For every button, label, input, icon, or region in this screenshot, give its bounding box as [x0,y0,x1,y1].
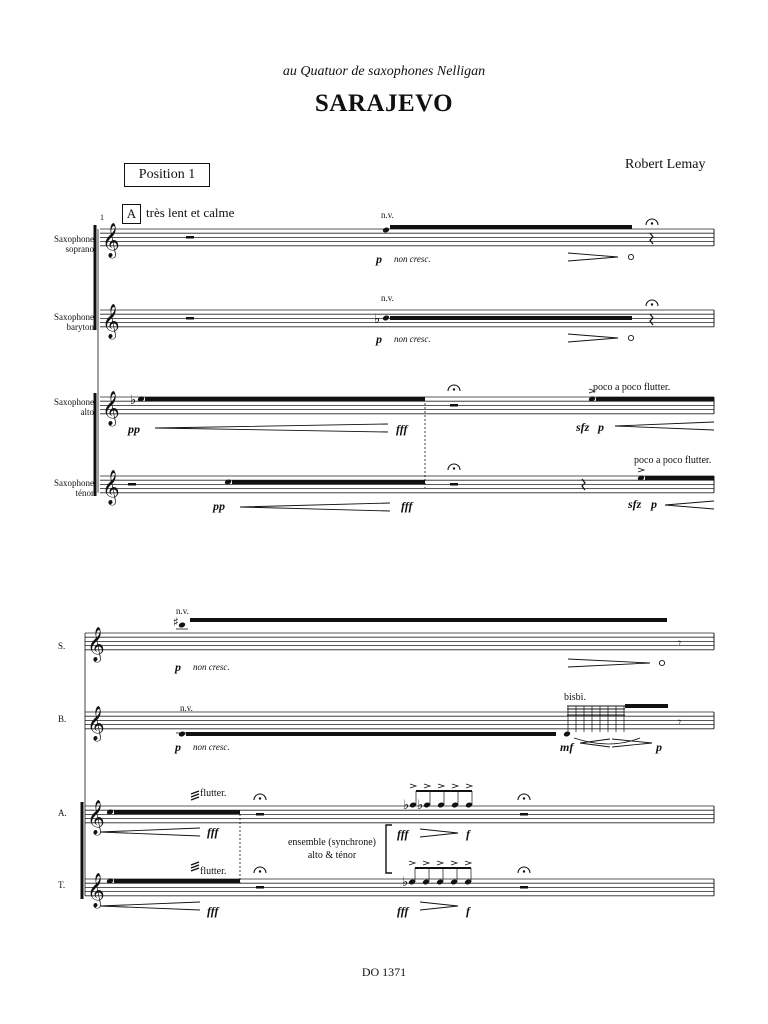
sustain-line [190,618,667,622]
dynamic-marking: fff [396,422,408,436]
dynamic-marking: p [598,420,604,434]
dynamic-marking: f [466,827,470,841]
flat-icon: ♭ [402,875,409,890]
flutter-tremolo-icon [191,794,199,797]
accent-icon [410,784,416,788]
flat-icon: ♭ [374,312,381,327]
accent-icon [465,861,471,865]
fermata-dot [259,797,261,799]
diminuendo-hairpin [568,659,650,667]
dynamic-marking: fff [401,499,413,513]
treble-clef-icon: 𝄞 [87,872,105,908]
fermata-dot [453,467,455,469]
rehearsal-mark: A [122,204,141,224]
accent-icon [424,784,430,788]
quarter-rest-icon [650,233,653,244]
ensemble-bracket [386,825,392,873]
notehead [563,731,571,738]
flat-icon: ♭ [130,393,137,408]
expression-text: non cresc. [394,334,431,344]
dynamic-marking: mf [560,740,574,754]
dynamic-marking: sfz [628,497,642,511]
diminuendo-hairpin [420,902,458,910]
position-label: Position 1 [124,163,210,187]
treble-clef-icon: 𝄞 [87,626,105,662]
instrument-label-alto: Saxophone alto [54,397,94,417]
sustain-line [625,704,668,708]
eighth-rest-icon: 𝄾 [678,636,682,650]
dynamic-marking: sfz [576,420,590,434]
half-rest-icon [450,404,458,407]
diminuendo-hairpin [420,829,458,837]
dedication: au Quatuor de saxophones Nelligan [282,64,486,79]
sustain-line [390,225,632,229]
crescendo-hairpin [100,902,200,910]
diminuendo-hairpin [568,253,618,261]
sustain-line [186,732,556,736]
sustain-line [114,879,240,883]
staff-label-alto: A. [58,808,67,818]
dynamic-marking: fff [207,825,219,839]
nv-marking: n.v. [381,210,394,220]
accent-icon [437,861,443,865]
dynamic-marking: fff [397,827,409,841]
expression-text: non cresc. [394,254,431,264]
instrument-label-baryton: Saxophone baryton [54,312,94,332]
dynamic-marking: p [175,660,181,674]
accent-icon [423,861,429,865]
nv-marking: n.v. [381,293,394,303]
composer-name: Robert Lemay [625,157,706,172]
half-rest-icon [256,886,264,889]
staff-label-soprano: S. [58,641,66,651]
fermata-dot [651,222,653,224]
half-rest-icon [520,813,528,816]
flat-icon: ♭ [403,798,410,813]
crescendo-hairpin [240,503,390,511]
fermata-dot [523,797,525,799]
dynamic-marking: p [376,332,382,346]
accent-icon [452,784,458,788]
flutter-tremolo-icon [191,791,199,794]
nv-marking: n.v. [180,703,193,713]
staff-label-tenor: T. [58,880,66,890]
accent-icon [638,468,644,472]
flutter-text: poco a poco flutter. [634,455,712,466]
fermata-dot [523,870,525,872]
half-rest-icon [128,483,136,486]
page-title: SARAJEVO [314,90,454,117]
flutter-tremolo-icon [191,865,199,868]
ensemble-note: ensemble (synchrone) alto & ténor [287,837,377,861]
fermata-dot [259,870,261,872]
half-rest-icon [186,317,194,320]
instrument-label-soprano: Saxophone soprano [54,234,94,254]
instrument-label-tenor: Saxophone ténor [54,478,94,498]
fermata-dot [651,303,653,305]
eighth-rest-icon: 𝄾 [678,715,682,729]
flutter-tremolo-icon [191,797,199,800]
sustain-line [390,316,632,320]
flutter-text: poco a poco flutter. [593,382,671,393]
dynamic-marking: p [376,252,382,266]
niente-circle [628,254,633,259]
dynamic-marking: f [466,904,470,918]
accent-icon [438,784,444,788]
treble-clef-icon: 𝄞 [102,469,120,505]
flutter-text: flutter. [200,788,227,799]
notehead [382,227,390,234]
crescendo-hairpin [100,828,200,836]
accent-icon [466,784,472,788]
notehead [178,731,186,738]
sharp-icon: ♯ [173,615,179,629]
tempo-marking: très lent et calme [146,205,235,220]
treble-clef-icon: 𝄞 [102,222,120,258]
dynamic-marking: pp [213,499,225,513]
measure-number: 1 [100,213,104,222]
half-rest-icon [256,813,264,816]
crescendo-hairpin [665,501,714,509]
accent-icon [451,861,457,865]
accent-icon [409,861,415,865]
catalog-number: DO 1371 [361,965,407,979]
expression-text: non cresc. [193,742,230,752]
dynamic-marking: p [175,740,181,754]
notehead [382,315,390,322]
niente-circle [659,660,664,665]
flutter-tremolo-icon [191,862,199,865]
notehead [178,622,186,629]
sustain-line [645,476,714,480]
sustain-line [145,397,425,401]
diminuendo-hairpin [612,739,652,747]
treble-clef-icon: 𝄞 [102,303,120,339]
expression-text: non cresc. [193,662,230,672]
half-rest-icon [450,483,458,486]
treble-clef-icon: 𝄞 [87,705,105,741]
fermata-dot [453,388,455,390]
dynamic-marking: p [656,740,662,754]
sustain-line [596,397,714,401]
crescendo-hairpin [615,422,714,430]
half-rest-icon [186,236,194,239]
diminuendo-hairpin [568,334,618,342]
flutter-text: flutter. [200,866,227,877]
flat-icon: ♭ [417,798,424,813]
dynamic-marking: pp [128,422,140,436]
dynamic-marking: p [651,497,657,511]
bisbi-text: bisbi. [564,692,586,703]
crescendo-hairpin [155,424,388,432]
dynamic-marking: fff [397,904,409,918]
nv-marking: n.v. [176,606,189,616]
sustain-line [232,480,425,484]
half-rest-icon [520,886,528,889]
treble-clef-icon: 𝄞 [87,799,105,835]
dynamic-marking: fff [207,904,219,918]
flutter-tremolo-icon [191,868,199,871]
niente-circle [628,335,633,340]
staff-label-baryton: B. [58,714,67,724]
sustain-line [114,810,240,814]
quarter-rest-icon [650,314,653,325]
treble-clef-icon: 𝄞 [102,390,120,426]
